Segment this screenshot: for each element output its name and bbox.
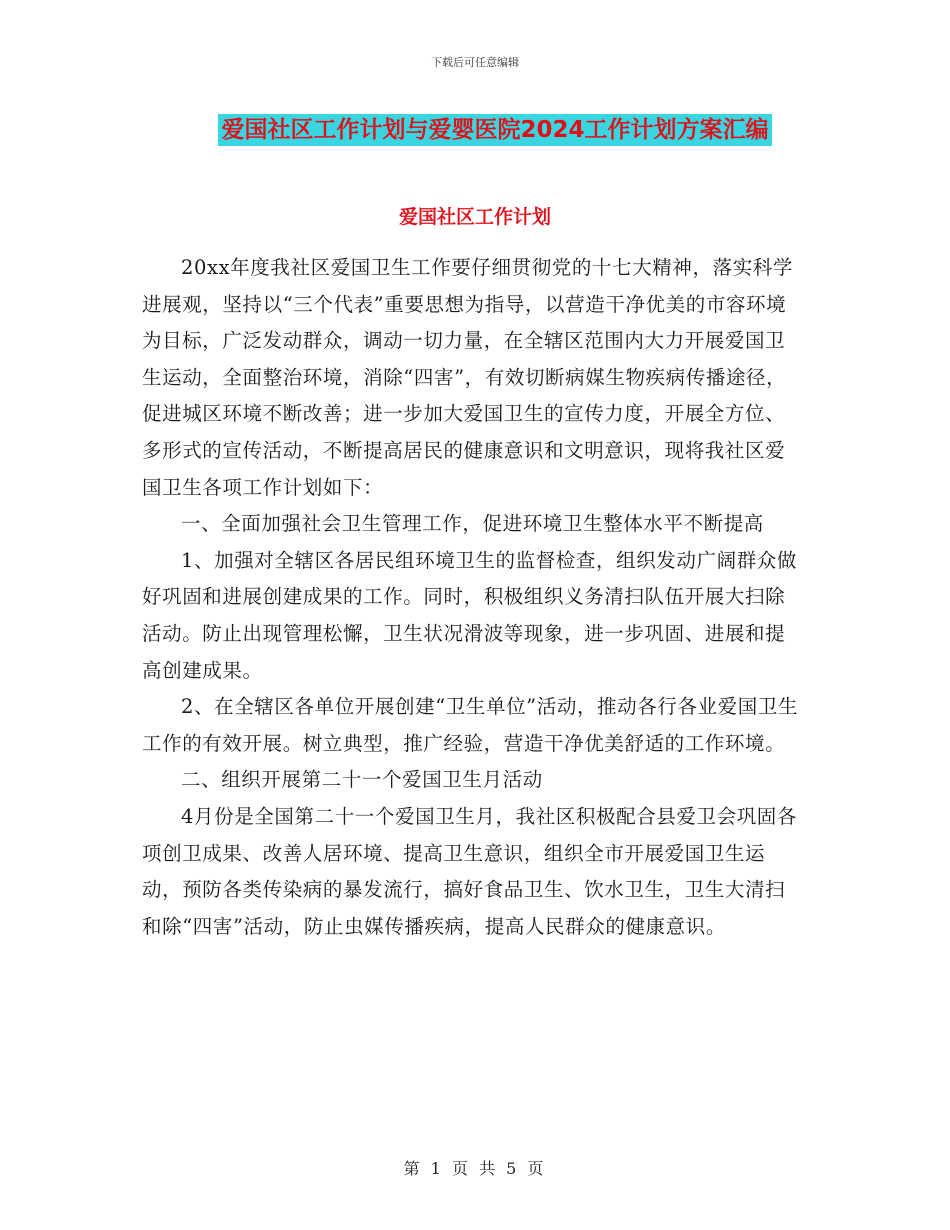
page-indicator: 第 1 页 共 5 页 [403,1159,547,1178]
document-body [142,250,802,945]
paragraph-intro: 20xx年度我社区爱国卫生工作要仔细贯彻党的十七大精神，落实科学进展观，坚持以“三个代表”重要思想为指导，以营造干净优美的市容环境为目标，广泛发动群众，调动一切力量，在全辖区范围内大力开展爱国卫生运动，全面整治环境，消除“四害”，有效切断病媒生物疾病传播途径，促进城区环境不断改善；进一步加大爱国卫生的宣传力度，开展全方位、多形式的宣传活动，不断提高居民的健康意识和文明意识，现将我社区爱国卫生各项工作计划如下： [142,256,794,499]
header-note: 下载后可任意编辑 [431,56,519,69]
paragraph-april: 4月份是全国第二十一个爱国卫生月，我社区积极配合县爱卫会巩固各项创卫成果、改善人居环境、提高卫生意识，组织全市开展爱国卫生运动，预防各类传染病的暴发流行，搞好食品卫生、饮水卫生，卫生大清扫和除“四害”活动，防止虫媒传播疾病，提高人民群众的健康意识。 [142,804,798,938]
paragraph-item-1: 1、加强对全辖区各居民组环境卫生的监督检查，组织发动广阔群众做好巩固和进展创建成果的工作。同时，积极组织义务清扫队伍开展大扫除活动。防止出现管理松懈，卫生状况滑波等现象，进一步巩固、进展和提高创建成果。 [142,548,798,682]
paragraph-item-2: 2、在全辖区各单位开展创建“卫生单位”活动，推动各行各业爱国卫生工作的有效开展。树立典型，推广经验，营造干净优美舒适的工作环境。 [142,695,799,755]
section-title: 爱国社区工作计划 [398,206,551,228]
paragraph-heading-2: 二、组织开展第二十一个爱国卫生月活动 [181,768,543,792]
main-title: 爱国社区工作计划与爱婴医院2024工作计划方案汇编 [218,114,771,146]
paragraph-heading-1: 一、全面加强社会卫生管理工作，促进环境卫生整体水平不断提高 [181,512,764,536]
main-title-container [0,114,950,146]
